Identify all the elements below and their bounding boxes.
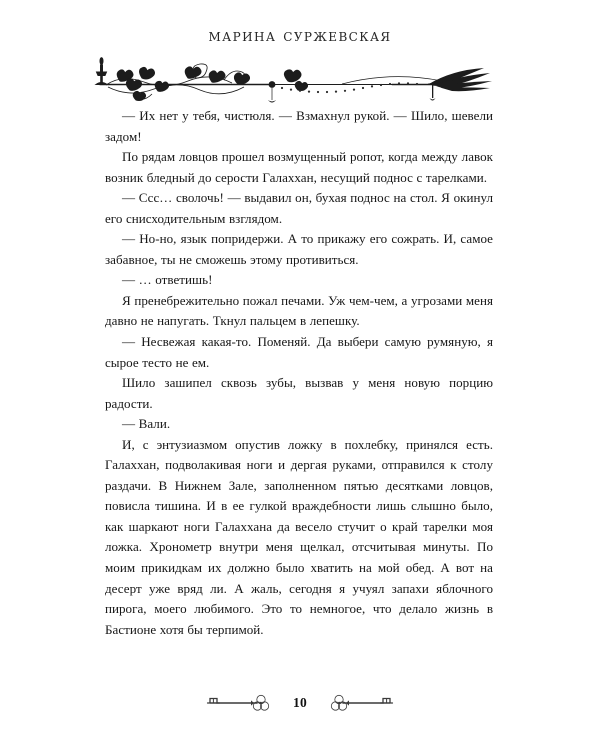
- ivy-leaf-icon: [117, 67, 307, 101]
- key-icon: [199, 692, 271, 714]
- feather-quill-icon: [428, 68, 492, 101]
- paragraph: — Их нет у тебя, чистюля. — Взмахнул рукой. — Шило, шевели задом!: [105, 108, 493, 144]
- page-footer: [0, 692, 600, 726]
- running-head: [0, 24, 600, 94]
- key-icon: [329, 692, 401, 714]
- folio-row: [0, 692, 600, 714]
- paragraph: — … ответишь!: [122, 272, 213, 288]
- header-ornament: [92, 54, 512, 104]
- paragraph: Я пренебрежительно пожал печами. Уж чем-чем, а угрозами меня давно не напугать. Ткнул пальцем в лепешку.: [105, 292, 493, 329]
- paragraph: — Несвежая какая-то. Поменяй. Да выбери самую румяную, я сырое тесто не ем.: [105, 334, 493, 370]
- body-text: [105, 106, 493, 640]
- paragraph: По рядам ловцов прошел возмущенный ропот, когда между лавок возник бледный до серости Галаххан, несущий поднос с тарелками.: [105, 149, 493, 185]
- candle-icon: [96, 58, 107, 85]
- paragraph: И, с энтузиазмом опустив ложку в похлебку, принялся есть. Галаххан, подволакивая ноги и дергая руками, отправился к столу раздачи. В Нижнем Зале, заполненном пятью десятками ловцов, повисла тишина. И в ее гулкой враждебности лишь слышно было, как шаркают ноги Галаххана да весело стучит о край тарелки моя ложка. Хронометр внутри меня щелкал, отсчитывая минуты. По моим прикидкам их должно было хватить на мой обед. А вот на десерт уже вряд ли. А жаль, сегодня я учуял запахи яблочного пирога, моего любимого. Это то немногое, что делало жизнь в Бастионе хотя бы терпимой.: [105, 436, 493, 637]
- paragraph: Шило зашипел сквозь зубы, вызвав у меня новую порцию радости.: [105, 375, 493, 411]
- author-name: марина суржевская: [208, 26, 392, 46]
- paragraph: — Но-но, язык попридержи. А то прикажу его сожрать. И, самое забавное, ты не сможешь этому противиться.: [105, 231, 493, 267]
- paragraph: — Вали.: [122, 416, 171, 432]
- paragraph: — Ссс… сволочь! — выдавил он, бухая поднос на стол. Я окинул его снисходительным взглядом.: [105, 190, 493, 226]
- page-number: 10: [292, 694, 308, 710]
